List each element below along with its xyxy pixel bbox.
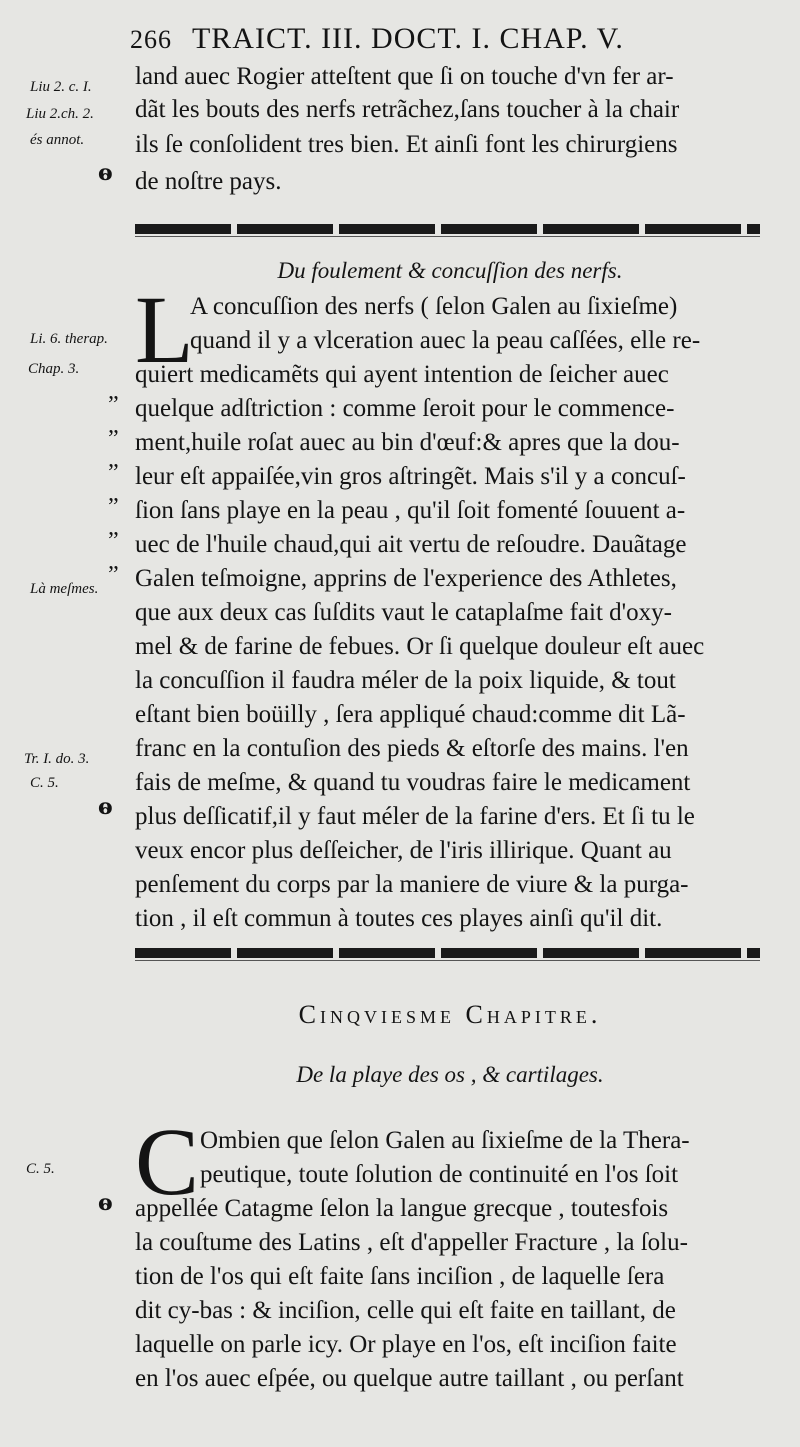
text-line: eſtant bien boüilly , ſera appliqué chaud:comme dit Lã- <box>135 701 686 728</box>
text-line: en l'os auec eſpée, ou quelque autre taillant , ou perſant <box>135 1365 684 1392</box>
manicule-mark: ⱺ <box>98 794 113 819</box>
text-line: franc en la contuſion des pieds & eſtorſe des mains. l'en <box>135 735 689 762</box>
drop-cap: C <box>135 1108 200 1215</box>
text-line: quiert medicamẽts qui ayent intention de ſeicher auec <box>135 361 669 388</box>
margin-note: Là meſmes. <box>30 581 99 597</box>
text-line: mel & de farine de febues. Or ſi quelque douleur eſt auec <box>135 633 705 660</box>
text-line: plus deſſicatif,il y faut méler de la farine d'ers. Et ſi tu le <box>135 803 695 830</box>
text-line: dãt les bouts des nerfs retrãchez,ſans toucher à la chair <box>135 96 680 123</box>
margin-note: Li. 6. therap. <box>30 331 108 347</box>
manicule-mark: ⱺ <box>98 160 113 185</box>
text-line: dit cy-bas : & inciſion, celle qui eſt faite en taillant, de <box>135 1297 676 1324</box>
text-line: laquelle on parle icy. Or playe en l'os, eſt inciſion faite <box>135 1331 677 1358</box>
text-line: quand il y a vlceration auec la peau caſſées, elle re- <box>190 327 701 354</box>
text-line: que aux deux cas ſuſdits vaut le cataplaſme fait d'oxy- <box>135 599 672 626</box>
text-line: tion , il eſt commun à toutes ces playes ainſi qu'il dit. <box>135 905 663 932</box>
text-line: peutique, toute ſolution de continuité en l'os ſoit <box>200 1161 679 1188</box>
text-line: Galen teſmoigne, apprins de l'experience des Athletes, <box>135 565 677 592</box>
chapter-heading: Cinqviesme Chapitre. <box>298 1000 602 1029</box>
section-title: De la playe des os , & cartilages. <box>296 1062 604 1087</box>
margin-note: Liu 2.ch. 2. <box>26 106 94 122</box>
section-title: Du foulement & concuſſion des nerfs. <box>277 258 623 283</box>
text-line: A concuſſion des nerfs ( ſelon Galen au ſixieſme) <box>190 293 678 320</box>
text-line: ment,huile roſat auec au bin d'œuf:& apres que la dou- <box>135 429 680 456</box>
margin-note: és annot. <box>30 132 85 148</box>
text-line: Ombien que ſelon Galen au ſixieſme de la Thera- <box>200 1127 690 1154</box>
margin-note: Chap. 3. <box>28 361 80 377</box>
text-line: fais de meſme, & quand tu voudras faire le medicament <box>135 769 691 796</box>
text-line: ſion ſans playe en la peau , qu'il ſoit fomenté ſouuent a- <box>135 497 686 524</box>
margin-note: C. 5. <box>26 1161 55 1177</box>
quote-mark: ” <box>108 392 119 418</box>
quote-mark: ” <box>108 494 119 520</box>
running-header <box>130 22 770 62</box>
text-line: la couſtume des Latins , eſt d'appeller Fracture , la ſolu- <box>135 1229 688 1256</box>
margin-note: Tr. I. do. 3. <box>24 751 90 767</box>
text-line: leur eſt appaiſée,vin gros aſtringẽt. Mais s'il y a concuſ- <box>135 463 686 490</box>
quote-mark: ” <box>108 426 119 452</box>
text-line: de noſtre pays. <box>135 168 282 195</box>
page-number: 266 <box>130 25 172 54</box>
quote-mark: ” <box>108 460 119 486</box>
text-line: ils ſe conſolident tres bien. Et ainſi font les chirurgiens <box>135 131 678 158</box>
text-line: uec de l'huile chaud,qui ait vertu de reſoudre. Dauãtage <box>135 531 687 558</box>
ornamental-rule <box>135 948 760 958</box>
margin-note: Liu 2. c. I. <box>30 79 92 95</box>
text-line: tion de l'os qui eſt faite ſans inciſion , de laquelle ſera <box>135 1263 665 1290</box>
running-title: TRAICT. III. DOCT. I. CHAP. V. <box>191 22 624 55</box>
drop-cap: L <box>135 276 194 383</box>
text-line: land auec Rogier atteſtent que ſi on touche d'vn fer ar- <box>135 63 674 90</box>
text-line: la concuſſion il faudra méler de la poix liquide, & tout <box>135 667 676 694</box>
manicule-mark: ⱺ <box>98 1190 113 1215</box>
text-line: veux encor plus deſſeicher, de l'iris illirique. Quant au <box>135 837 672 864</box>
margin-note: C. 5. <box>30 775 59 791</box>
text-line: penſement du corps par la maniere de viure & la purga- <box>135 871 689 898</box>
quote-mark: ” <box>108 528 119 554</box>
text-line: appellée Catagme ſelon la langue grecque , toutesfois <box>135 1195 669 1222</box>
ornamental-rule <box>135 224 760 234</box>
quote-mark: ” <box>108 562 119 588</box>
text-line: quelque adſtriction : comme ſeroit pour le commence- <box>135 395 675 422</box>
